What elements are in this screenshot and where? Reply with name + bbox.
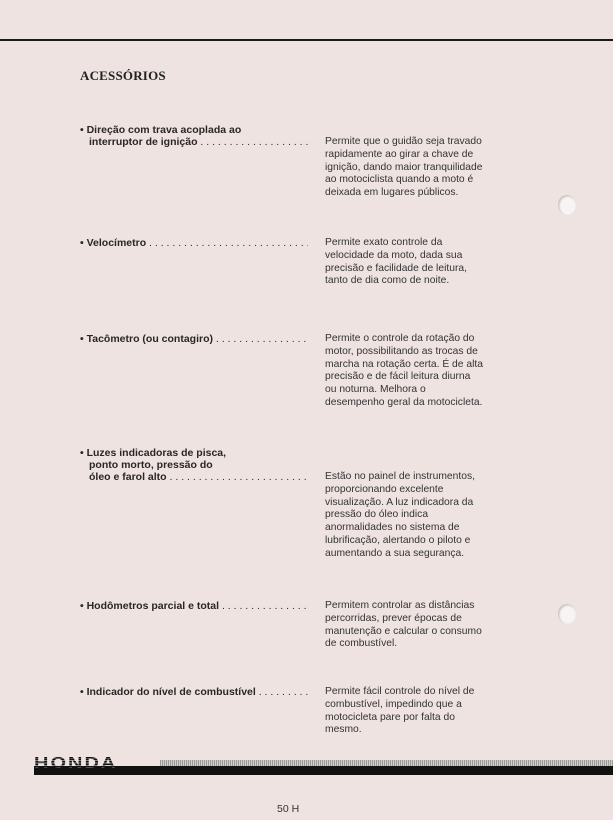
accessory-label-line: • Direção com trava acoplada ao	[80, 124, 242, 136]
accessory-description-line: ou noturna. Melhora o	[325, 384, 426, 396]
accessory-description	[325, 333, 515, 410]
accessory-description-line: desempenho geral da motocicleta.	[325, 396, 483, 408]
accessory-description	[325, 237, 515, 288]
accessory-label	[80, 600, 308, 612]
accessory-label-line: ponto morto, pressão do	[89, 459, 213, 471]
accessory-description-line: rapidamente ao girar a chave de	[325, 148, 474, 160]
accessory-description-line: visualização. A luz indicadora da	[325, 496, 474, 508]
accessory-description-line: Permite o controle da rotação do	[325, 333, 475, 344]
accessory-description-line: Permite exato controle da	[325, 237, 443, 248]
page-number: 50 H	[277, 803, 300, 815]
accessory-label	[80, 686, 308, 698]
accessory-description-line: motocicleta pare por falta do	[325, 711, 455, 723]
accessory-description-line: pressão do óleo indica	[325, 509, 429, 521]
binder-hole	[558, 195, 576, 215]
accessory-description-line: motor, possibilitando as trocas de	[325, 345, 478, 357]
accessory-description-line: velocidade da moto, dada sua	[325, 249, 463, 261]
honda-logo	[34, 757, 162, 773]
accessory-label-line: • Tacômetro (ou contagiro) . . .	[80, 333, 308, 345]
accessory-description-line: tanto de dia como de noite.	[325, 275, 450, 287]
accessory-description-line: anormalidades no sistema de	[325, 522, 460, 534]
accessory-description-line: manutenção e calcular o consumo	[325, 625, 482, 637]
accessory-description	[325, 471, 515, 561]
accessory-description-line: Estão no painel de instrumentos,	[325, 471, 475, 482]
accessory-label-line: interruptor de ignição . . .	[80, 136, 308, 148]
accessory-label-line: • Indicador do nível de combustível . . .	[80, 686, 308, 698]
top-rule	[0, 39, 613, 41]
accessory-description-line: combustível, impedindo que a	[325, 698, 462, 710]
accessory-label	[80, 237, 308, 249]
accessory-description	[325, 600, 515, 651]
accessory-label	[80, 124, 308, 148]
accessory-description-line: lubrificação, alertando o piloto e	[325, 534, 471, 546]
accessory-label-line: • Velocímetro . . .	[80, 237, 308, 249]
accessory-description-line: proporcionando excelente	[325, 483, 444, 495]
accessory-description-line: precisão e facilidade de leitura,	[325, 262, 467, 274]
binder-hole	[558, 604, 576, 624]
accessory-label-line: óleo e farol alto . . .	[80, 471, 308, 483]
accessory-description-line: Permitem controlar as distâncias	[325, 600, 475, 611]
accessory-description-line: deixada em lugares públicos.	[325, 187, 459, 199]
accessory-label-line: • Hodômetros parcial e total . . .	[80, 600, 308, 612]
accessory-description	[325, 686, 515, 737]
section-title: ACESSÓRIOS	[80, 68, 166, 83]
accessory-description-line: Permite fácil controle do nível de	[325, 686, 475, 697]
accessory-label	[80, 333, 308, 345]
accessory-description-line: aumentando a sua segurança.	[325, 547, 465, 559]
accessory-label-line: • Luzes indicadoras de pisca,	[80, 447, 227, 459]
accessory-description-line: de combustível.	[325, 638, 398, 650]
accessory-description-line: precisão e de fácil leitura diurna	[325, 371, 471, 383]
accessory-description-line: ao motociclista quando a moto é	[325, 174, 474, 186]
accessory-description	[325, 136, 515, 200]
accessory-description-line: marcha na rotação certa. É de alta	[325, 358, 483, 370]
accessory-description-line: ignição, dando maior tranquilidade	[325, 161, 483, 173]
accessory-description-line: mesmo.	[325, 724, 362, 736]
accessory-description-line: percorridas, prever épocas de	[325, 612, 462, 624]
honda-logo-text: HONDA	[34, 757, 162, 770]
accessory-label	[80, 447, 308, 483]
accessory-description-line: Permite que o guidão seja travado	[325, 136, 482, 147]
